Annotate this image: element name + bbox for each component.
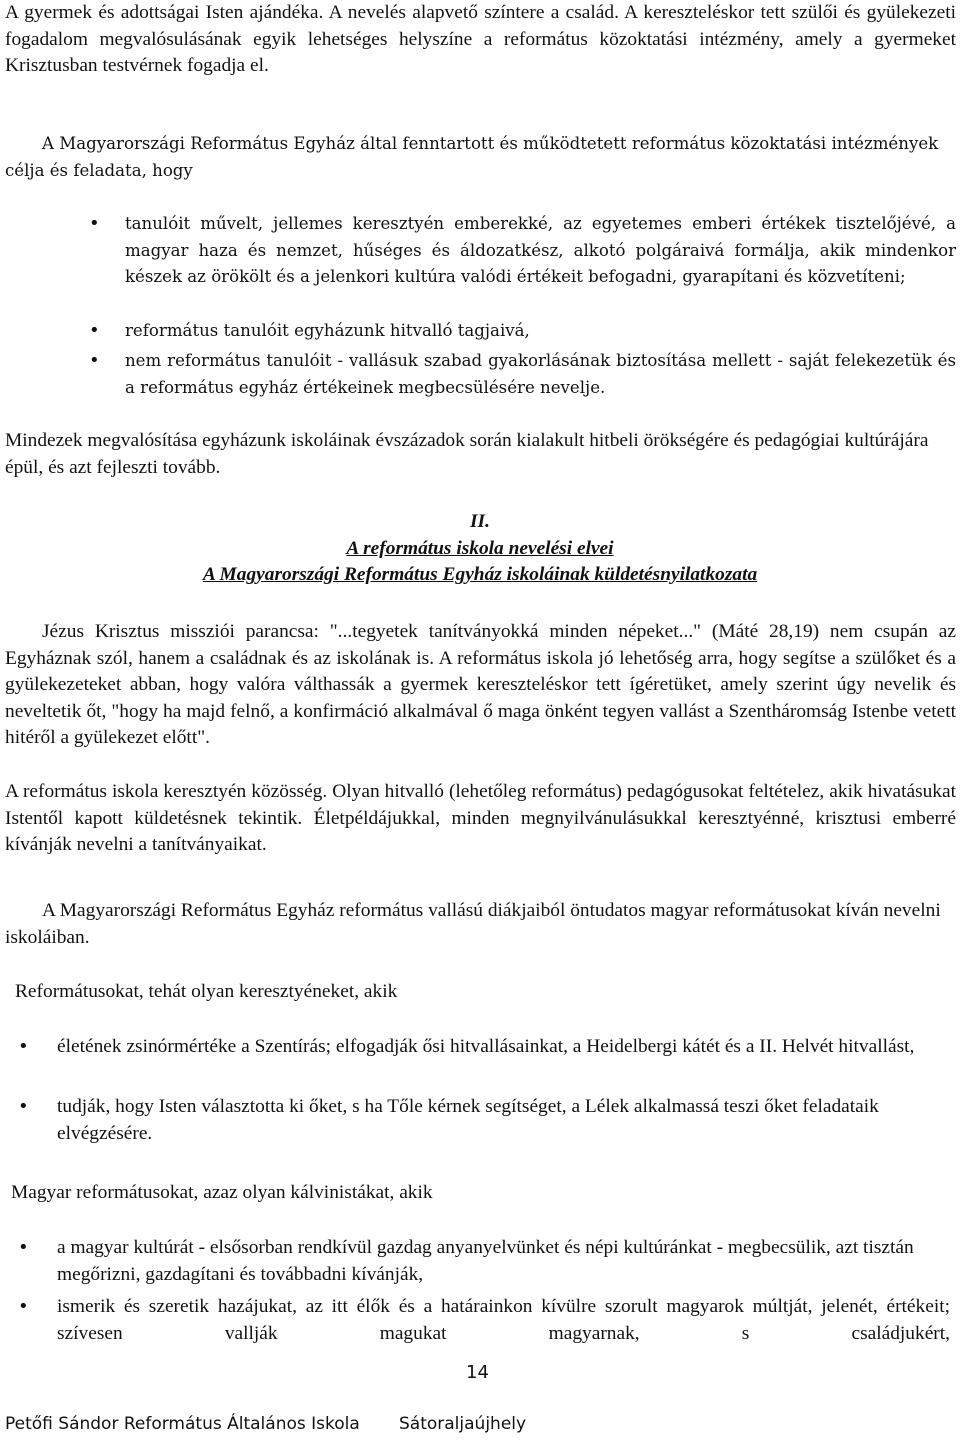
bullet-icon: • <box>89 320 100 341</box>
bullet-icon: • <box>18 1036 29 1057</box>
footer-town: Sátoraljaújhely <box>399 1414 527 1434</box>
bullet-icon: • <box>89 213 100 234</box>
ref-list-item: tudják, hogy Isten választotta ki őket, s ha Tőle kérnek segítséget, a Lélek alkalmassá teszi őket feladataik elvégzésére. <box>57 1096 879 1144</box>
intro-paragraph: A gyermek és adottságai Isten ajándéka. A nevelés alapvető színtere a család. A kereszteléskor tett szülői és gyülekezeti fogadalom megvalósulásának egyik lehetséges helyszíne a református közoktatási intézmény, amely a gyermeket Krisztusban testvérnek fogadja el. <box>5 2 956 77</box>
jezus-paragraph: Jézus Krisztus missziói parancsa: "...tegyetek tanítványokká minden népeket..." (Máté 28,19) nem csupán az Egyháznak szól, hanem a családnak és az iskolának is. A református iskola jó lehetőség arra, hogy segítse a szülőket és a gyülekezeteket abban, hogy valóra válthassák a gyermek kereszteléskor tett ígéretüket, amely szerint úgy nevelik és neveltetik őt, "hogy ha majd felnő, a konfirmáció alkalmával ő maga önként tegyen vallást a Szentháromság Istenbe vetett hitéről a gyülekezet előtt". <box>5 621 956 749</box>
aim-list-item: tanulóit művelt, jellemes keresztyén emberekké, az egyetemes emberi értékek tisztelőjévé, a magyar haza és nemzet, hűséges és áldozatkész, alkotó polgáraivá formálja, akik mindenkor készek az örökölt és a jelenkori kultúra valódi értékeit befogadni, gyarapítani és közvetíteni; <box>125 214 956 287</box>
mag-list-item: a magyar kultúrát - elsősorban rendkívül gazdag anyanyelvünket és népi kultúránkat - megbecsülik, azt tisztán megőrizni, gazdagítani és továbbadni kívánják, <box>57 1237 914 1285</box>
page-number: 14 <box>466 1362 489 1383</box>
section-title: A református iskola nevelési elvei <box>346 537 614 559</box>
footer-school: Petőfi Sándor Református Általános Iskola <box>5 1414 360 1434</box>
bullet-icon: • <box>18 1237 29 1258</box>
section-heading <box>0 509 960 589</box>
aim-paragraph: A Magyarországi Református Egyház által fenntartott és működtetett református közoktatási intézmények célja és feladata, hogy <box>5 134 939 180</box>
kozosseg-paragraph: A református iskola keresztyén közösség. Olyan hitvalló (lehetőleg református) pedagógusokat feltételez, akik hivatásukat Istentől kapott küldetésnek tekintik. Életpéldájukkal, minden megnyilvánulásukkal keresztyénné, krisztusi emberré kívánják nevelni a tanítványaikat. <box>5 781 956 856</box>
section-subtitle: A Magyarországi Református Egyház iskoláinak küldetésnyilatkozata <box>202 564 758 586</box>
mag-list-item: ismerik és szeretik hazájukat, az itt élők és a határainkon kívülre szorult magyarok múltját, jelenét, értékeit; szívesen vallják magukat magyarnak, s családjukért, <box>57 1296 950 1344</box>
section-numeral: II. <box>470 511 490 532</box>
aim-list-item: nem református tanulóit - vallásuk szabad gyakorlásának biztosítása mellett - saját felekezetük és a református egyház értékeinek megbecsülésére nevelje. <box>125 351 956 397</box>
bullet-icon: • <box>18 1096 29 1117</box>
magyar-paragraph: Magyar reformátusokat, azaz olyan kálvinistákat, akik <box>11 1182 433 1203</box>
tudatos-paragraph: A Magyarországi Református Egyház református vallású diákjaiból öntudatos magyar reformátusokat kíván nevelni iskoláiban. <box>5 900 941 948</box>
aim-list-item: református tanulóit egyházunk hitvalló tagjaivá, <box>125 321 530 340</box>
reformatusokat-paragraph: Reformátusokat, tehát olyan keresztyéneket, akik <box>15 981 398 1002</box>
ref-list-item: életének zsinórmértéke a Szentírás; elfogadják ősi hitvallásainkat, a Heidelbergi kátét és a II. Helvét hitvallást, <box>57 1036 915 1057</box>
bullet-icon: • <box>18 1296 29 1317</box>
mindezek-paragraph: Mindezek megvalósítása egyházunk iskoláinak évszázadok során kialakult hitbeli örökségére és pedagógiai kultúrájára épül, és azt fejleszti tovább. <box>5 430 929 478</box>
bullet-icon: • <box>89 350 100 371</box>
